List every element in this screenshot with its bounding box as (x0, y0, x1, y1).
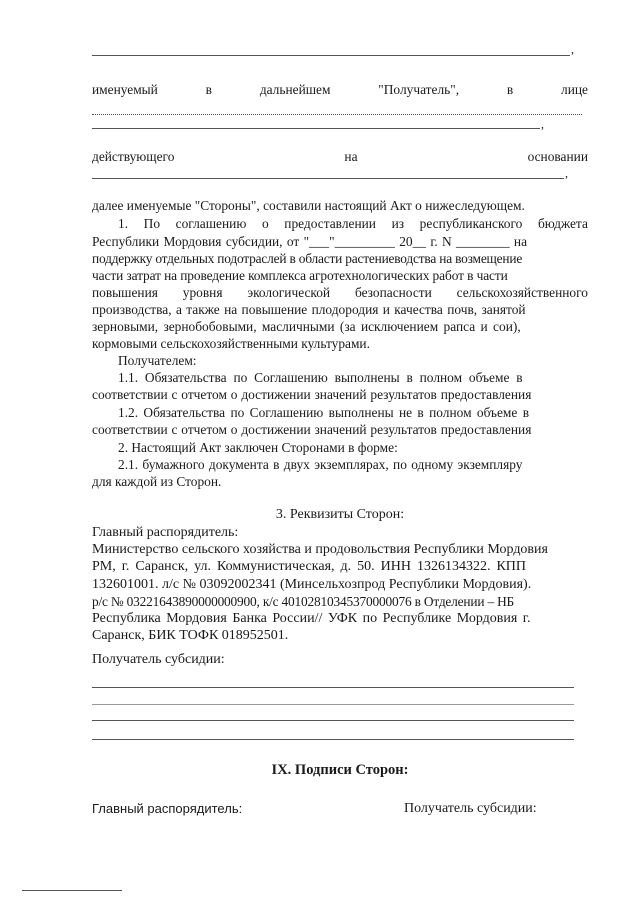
p1-line8: кормовыми сельскохозяйственными культурами. (92, 336, 370, 351)
comma: , (541, 117, 544, 131)
section-3-title: 3. Реквизиты Сторон: (275, 507, 405, 522)
word: основании (527, 149, 588, 164)
fill-line (92, 739, 574, 740)
fill-line (92, 687, 574, 688)
parties-line: далее именуемые "Стороны", составили настоящий Акт о нижеследующем. (92, 198, 525, 213)
word: в (506, 82, 514, 97)
signature-left-label: Главный распорядитель: (92, 801, 243, 816)
a1-line2: соответствии с отчетом о достижении значений результатов предоставления (92, 387, 532, 402)
section-9-title: IX. Подписи Сторон: (271, 762, 409, 778)
p1-line3: поддержку отдельных подотраслей в области растениеводства на возмещение (92, 251, 523, 266)
signature-right-label: Получатель субсидии: (404, 801, 537, 816)
word: дальнейшем (259, 82, 331, 97)
form-line1: 2. Настоящий Акт заключен Сторонами в форме: (118, 440, 398, 455)
a1-line1: 1.1. Обязательства по Соглашению выполнены в полном объеме в (118, 370, 523, 385)
main-distributor-label: Главный распорядитель: (92, 525, 239, 540)
ministry-line5: Республика Мордовия Банка России// УФК по Республике Мордовия г. (92, 611, 531, 626)
a2-line2: соответствии с отчетом о достижении значений результатов предоставления (92, 422, 532, 437)
word: "Получатель", (378, 82, 460, 97)
word: в (205, 82, 212, 97)
a2-line1: 1.2. Обязательства по Соглашению выполнены не в полном объеме в (118, 405, 530, 420)
fill-line-top (92, 55, 570, 56)
p1-line5: повышения уровня экологической безопасности сельскохозяйственного (92, 285, 588, 300)
ministry-line2: РМ, г. Саранск, ул. Коммунистическая, д. 50. ИНН 1326134322. КПП (92, 559, 527, 574)
fill-line (92, 704, 574, 705)
ministry-line3: 132601001. л/с № 03092002341 (Минсельхозпрод Республики Мордовия). (92, 577, 532, 592)
fill-line (92, 720, 574, 721)
word: именуемый (92, 82, 158, 97)
recipient-line (92, 81, 588, 98)
comma: , (571, 42, 574, 56)
ministry-line4: р/с № 03221643890000000900, к/с 40102810345370000076 в Отделении – НБ (92, 594, 515, 609)
p1-line7: зерновыми, зернобобовыми, масличными (за исключением рапса и сои), (92, 319, 521, 334)
fill-line (92, 128, 540, 129)
recipient-subsidy-label: Получатель субсидии: (92, 652, 225, 667)
recipient-label: Получателем: (118, 353, 197, 368)
word: лице (561, 82, 588, 97)
p1-line4: части затрат на проведение комплекса агротехнологических работ в части (92, 268, 508, 283)
form-line3: для каждой из Сторон. (92, 474, 222, 489)
ministry-line6: Саранск, БИК ТОФК 018952501. (92, 628, 289, 643)
fill-line (92, 178, 564, 179)
comma: , (565, 166, 568, 180)
word: на (344, 149, 358, 164)
ministry-line1: Министерство сельского хозяйства и продовольствия Республики Мордовия (92, 542, 548, 557)
p1-line6: производства, а также на повышение плодородия и качества почв, занятой (92, 302, 526, 317)
p1-line1: 1. По соглашению о предоставлении из республиканского бюджета (118, 216, 588, 231)
basis-line (92, 148, 588, 165)
fill-line (92, 114, 582, 115)
p1-line2: Республики Мордовия субсидии, от "___"_________ 20__ г. N ________ на (92, 234, 528, 249)
footnote-rule (22, 890, 122, 891)
form-line2: 2.1. бумажного документа в двух экземплярах, по одному экземпляру (118, 457, 523, 472)
word: действующего (92, 149, 175, 164)
